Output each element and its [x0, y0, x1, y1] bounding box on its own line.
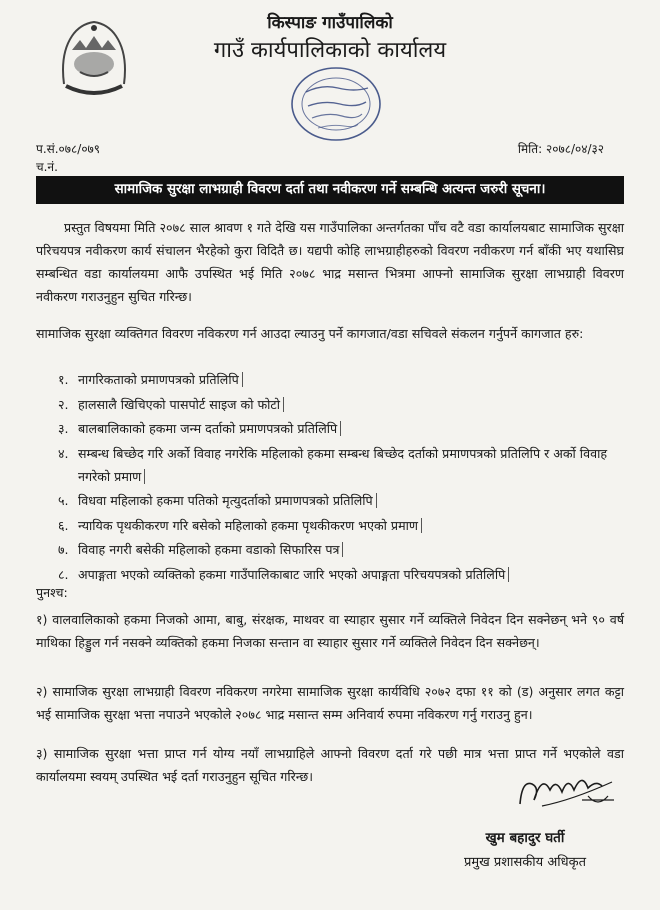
postscript-item: १) वालवालिकाको हकमा निजको आमा, बाबु, संरक्षक, माथवर वा स्याहार सुसार गर्ने व्यक्तिले निवेदन दिन सक्नेछन् भने ९० वर्ष माथिका हिड्डुल गर्न नसक्ने व्यक्तिको हकमा निजका सन्तान वा स्याहार सुसार गर्ने व्यक्तिले निवेदन दिन सक्नेछन्। — [36, 612, 624, 650]
signature-icon — [512, 760, 622, 822]
notice-title: सामाजिक सुरक्षा लाभग्राही विवरण दर्ता तथा नवीकरण गर्ने सम्बन्धि अत्यन्त जरुरी सूचना। — [36, 176, 624, 204]
office-seal-icon — [272, 62, 400, 146]
postscript-item: ३) सामाजिक सुरक्षा भत्ता प्राप्त गर्न योग्य नयाँ लाभग्राहिले आफ्नो विवरण दर्ता गरे पछी मात्र भत्ता प्राप्त गर्ने भएकोले वडा कार्यालयमा स्वयम् उपस्थित भई दर्ता गराउनुहुन सूचित गरिन्छ। — [36, 746, 624, 784]
signatory-designation: प्रमुख प्रशासकीय अधिकृत — [463, 855, 587, 870]
list-item: ४. सम्बन्ध बिच्छेद गरि अर्को विवाह नगरेकि महिलाको हकमा सम्बन्ध बिच्छेद दर्ताको प्रमाणपत्रको प्रतिलिपि र अर्को विवाह नगरेको प्रमाण — [58, 445, 608, 484]
intro-paragraph: प्रस्तुत विषयमा मिति २०७८ साल श्रावण १ गते देखि यस गाउँपालिका अन्तर्गतका पाँच वटै वडा कार्यालयबाट सामाजिक सुरक्षा परिचयपत्र नवीकरण कार्य संचालन भैरहेको कुरा विदितै छ। यद्यपी कोहि लाभग्राहीहरुको विवरण नवीकरण गर्न बाँकी भए यथासिघ्र सम्बन्धित वडा कार्यालयमा आफै उपस्थित भई मिति २०७८ भाद्र मसान्त भित्रमा आफ्नो सामाजिक सुरक्षा लाभग्राही विवरण नवीकरण गराउनुहुन सुचित गरिन्छ। — [36, 220, 624, 304]
reference-number: प.सं.०७८/०७९ — [36, 142, 101, 156]
list-item: ५. विधवा महिलाको हकमा पतिको मृत्युदर्ताको प्रमाणपत्रको प्रतिलिपि — [36, 489, 636, 512]
list-item: ३. बालबालिकाको हकमा जन्म दर्ताको प्रमाणपत्रको प्रतिलिपि — [36, 417, 636, 440]
list-item: १. नागरिकताको प्रमाणपत्रको प्रतिलिपि — [36, 368, 636, 391]
signatory-name: खुम बहादुर घर्ती — [485, 830, 565, 846]
list-item: ८. अपाङ्गता भएको व्यक्तिको हकमा गाउँपालिकाबाट जारि भएको अपाङ्गता परिचयपत्रको प्रतिलिपि — [36, 563, 636, 586]
office-subtitle: गाउँ कार्यपालिकाको कार्यालय — [213, 38, 447, 63]
documents-intro: सामाजिक सुरक्षा व्यक्तिगत विवरण नविकरण गर्न आउदा ल्याउनु पर्ने कागजात/वडा सचिवले संकलन गर्नुपर्ने कागजात हरु: — [36, 326, 584, 341]
dispatch-number: च.नं. — [36, 160, 58, 174]
postscript-item: २) सामाजिक सुरक्षा लाभग्राही विवरण नविकरण नगरेमा सामाजिक सुरक्षा कार्यविधि २०७२ दफा ११ को (ड) अनुसार लगत कट्टा भई सामाजिक सुरक्षा भत्ता नपाउने भएकोले २०७८ भाद्र मसान्त सम्म अनिवार्य रुपमा नविकरण गर्नु गराउनु हुन। — [36, 684, 624, 722]
postscript-heading: पुनश्च: — [36, 585, 68, 600]
list-item: ६. न्यायिक पृथकीकरण गरि बसेको महिलाको हकमा पृथकीकरण भएको प्रमाण — [36, 514, 636, 537]
list-item: ७. विवाह नगरी बसेकी महिलाको हकमा वडाको सिफारिस पत्र — [36, 538, 636, 561]
office-name: किस्पाङ गाउँपालिको — [267, 13, 393, 33]
notice-date: मिति: २०७८/०४/३२ — [517, 142, 604, 156]
required-documents-list — [36, 368, 636, 587]
list-item: २. हालसालै खिचिएको पासपोर्ट साइज को फोटो — [36, 393, 636, 416]
